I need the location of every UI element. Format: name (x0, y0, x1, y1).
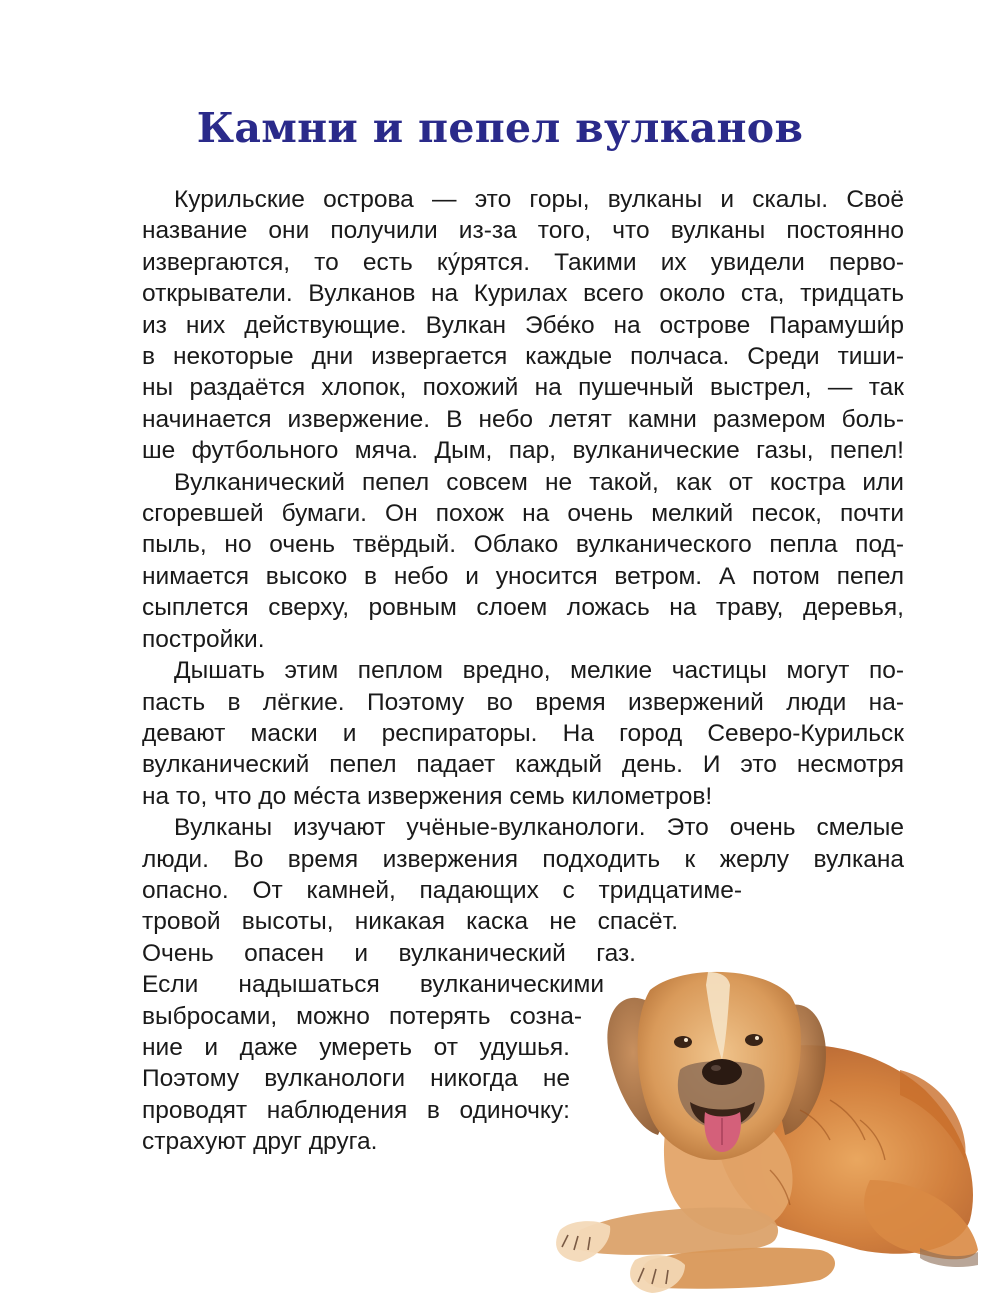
text-line: Вулканы изучают учёные-вулканологи. Это очень смелые (174, 814, 904, 842)
text-line: открыватели. Вулканов на Курилах всего около ста, тридцать (142, 280, 904, 308)
text-line: вулканический пепел падает каждый день. И это несмотря (142, 751, 904, 779)
text-line: Поэтому вулканологи никогда не (142, 1065, 570, 1093)
text-line: сыплется сверху, ровным слоем ложась на траву, деревья, (142, 594, 904, 622)
text-line: сгоревшей бумаги. Он похож на очень мелкий песок, почти (142, 500, 904, 528)
text-line: девают маски и респираторы. На город Северо-Курильск (142, 719, 904, 747)
text-line: проводят наблюдения в одиночку: (142, 1096, 570, 1124)
paragraph-1 (142, 184, 904, 467)
text-line: Если надышаться вулканическими (142, 971, 604, 999)
text-line: в некоторые дни извергается каждые полчаса. Среди тиши- (142, 343, 904, 371)
dog-illustration (540, 930, 985, 1300)
text-line: ны раздаётся хлопок, похожий на пушечный выстрел, — так (142, 374, 904, 402)
text-line: тровой высоты, никакая каска не спасёт. (142, 908, 678, 936)
text-line: люди. Во время извержения подходить к жерлу вулкана (142, 845, 904, 873)
text-line: Очень опасен и вулканический газ. (142, 939, 636, 967)
text-line: на то, что до ме́ста извержения семь километров! (142, 782, 713, 810)
text-line: опасно. От камней, падающих с тридцатиме- (142, 876, 742, 904)
text-line: Вулканический пепел совсем не такой, как от костра или (174, 468, 904, 496)
text-line: ние и даже умереть от удушья. (142, 1033, 570, 1061)
text-line: из них действующие. Вулкан Эбе́ко на острове Парамуши́р (142, 311, 904, 339)
text-line: пасть в лёгкие. Поэтому во время извержений люди на- (142, 688, 904, 716)
text-line: ше футбольного мяча. Дым, пар, вулканические газы, пепел! (142, 437, 904, 465)
text-line: Дышать этим пеплом вредно, мелкие частицы могут по- (174, 657, 904, 685)
page-title: Камни и пепел вулканов (196, 104, 804, 152)
text-line: нимается высоко в небо и уносится ветром. А потом пепел (142, 562, 904, 590)
text-line: начинается извержение. В небо летят камни размером боль- (142, 405, 904, 433)
paragraph-2 (142, 467, 904, 655)
text-line: постройки. (142, 625, 265, 653)
text-line: выбросами, можно потерять созна- (142, 1002, 582, 1030)
text-line: название они получили из-за того, что вулканы постоянно (142, 217, 904, 245)
text-line: страхуют друг друга. (142, 1128, 378, 1156)
text-line: пыль, но очень твёрдый. Облако вулканического пепла под- (142, 531, 904, 559)
paragraph-3 (142, 655, 904, 812)
text-line: Курильские острова — это горы, вулканы и скалы. Своё (174, 186, 904, 213)
text-line: извергаются, то есть ку́рятся. Такими их увидели перво- (142, 248, 904, 276)
